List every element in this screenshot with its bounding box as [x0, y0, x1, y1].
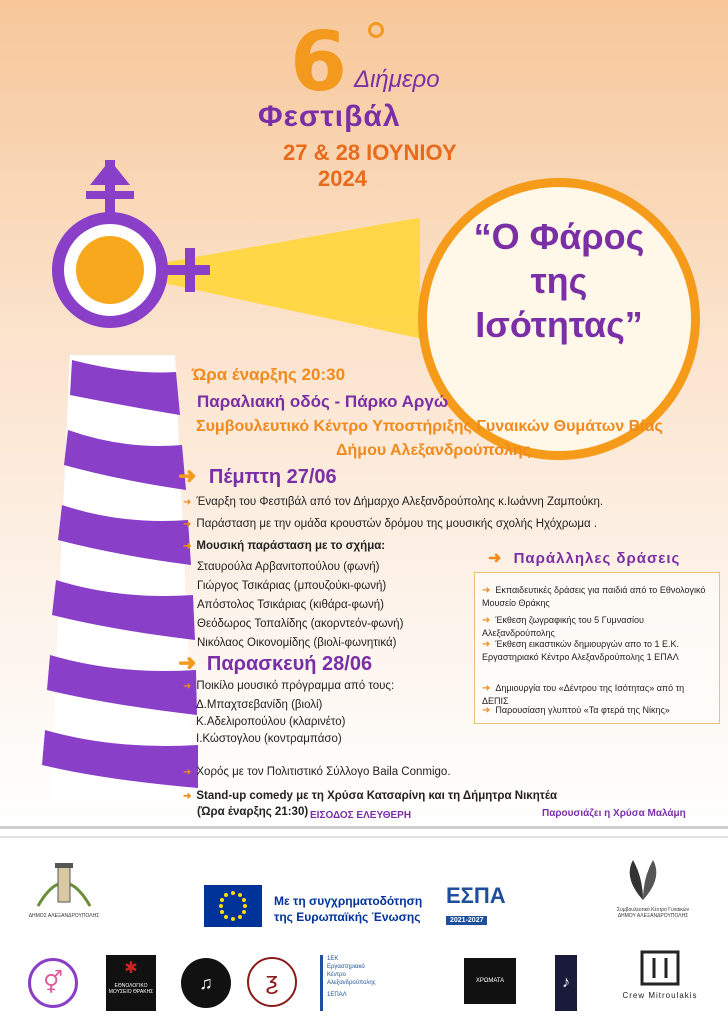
friday-comedy: ➜ Stand-up comedy με τη Χρύσα Κατσαρίνη και τη Δήμητρα Νικητέα: [183, 790, 558, 802]
espa-logo: ΕΣΠΑ 2021-2027: [446, 883, 506, 924]
crew-logo: Crew Mitroulakis: [610, 950, 710, 1010]
start-time: Ώρα έναρξης 20:30: [192, 365, 346, 384]
museum-emblem-icon: ✱: [124, 960, 138, 977]
performer: Κ.Αδελιροπούλου (κλαρινέτο): [196, 716, 346, 728]
dep-is-logo: [28, 958, 78, 1008]
thursday-heading: [178, 463, 337, 489]
epal-logo: 1ΕΚ Εργαστηριακό Κέντρο Αλεξανδρούπολης 1ΕΠΑΛ: [320, 955, 403, 1011]
lighthouse-tower: [42, 355, 198, 800]
school-emblem-icon: ƺ: [265, 968, 279, 995]
presenter: Παρουσιάζει η Χρύσα Μαλάμη: [542, 808, 686, 819]
music-school-logo: [555, 955, 577, 1011]
parallel-item: ➜ Παρουσίαση γλυπτού «Τα φτερά της Νίκης»: [482, 705, 670, 716]
ethnological-museum-logo: ✱ ΕΘΝΟΛΟΓΙΚΟ ΜΟΥΣΕΙΟ ΘΡΑΚΗΣ: [106, 955, 156, 1011]
parallel-item: ➜ Έκθεση ζωγραφικής του 5 Γυμνασίου Αλεξανδρούπολης: [482, 615, 644, 638]
school-logo: [247, 957, 297, 1007]
thursday-music-title: ➜ Μουσική παράσταση με το σχήμα:: [183, 540, 386, 552]
theme-title-line2: της: [530, 260, 588, 301]
edition-number: 6: [290, 15, 348, 110]
music-note-icon: ♪: [562, 974, 570, 991]
performer: Ι.Κώστογλου (κοντραμπάσο): [196, 733, 342, 745]
municipality-crest-icon: [28, 858, 100, 908]
festival-title: Φεστιβάλ: [258, 100, 401, 133]
wings-icon: [618, 858, 668, 902]
musician: Γιώργος Τσικάριας (μπουζούκι-φωνή): [197, 580, 387, 592]
friday-performers: [196, 697, 345, 748]
musician: Θεόδωρος Τοπαλίδης (ακορντεόν-φωνή): [197, 618, 404, 630]
arrow-bullet-icon: ➜: [183, 791, 192, 802]
free-entry: ΕΙΣΟΔΟΣ ΕΛΕΥΘΕΡΗ: [310, 810, 412, 821]
musician: Σταυρούλα Αρβανιτοπούλου (φωνή): [197, 561, 380, 573]
parallel-item: ➜ Εκπαιδευτικές δράσεις για παιδιά από το Εθνολογικό Μουσείο Θράκης: [482, 585, 706, 608]
thursday-item-1: ➜ Έναρξη του Φεστιβάλ από τον Δήμαρχο Αλεξανδρούπολης κ.Ιωάννη Ζαμπούκη.: [183, 496, 604, 508]
eu-flag: [204, 885, 262, 927]
thursday-heading-text: Πέμπτη 27/06: [208, 466, 337, 488]
degree-sign: [368, 22, 384, 38]
arrow-bullet-icon: ➜: [183, 519, 192, 530]
musician: Απόστολος Τσικάριας (κιθάρα-φωνή): [197, 599, 384, 611]
arrow-bullet-icon: ➜: [482, 683, 491, 694]
friday-comedy-time: (Ώρα έναρξης 21:30): [197, 806, 309, 818]
arrow-bullet-icon: ➜: [183, 497, 192, 508]
counseling-center-logo: Συμβουλευτικό Κέντρο Γυναικών ΔΗΜΟΥ ΑΛΕΞΑΝΔΡΟΥΠΟΛΗΣ: [598, 858, 708, 924]
parallel-item: ➜ Δημιουργία του «Δέντρου της Ισότητας» από τη ΔΕΠΙΣ: [482, 683, 685, 706]
theme-title-line3: Ισότητας”: [475, 304, 643, 345]
friday-heading: [178, 650, 372, 676]
performer: Δ.Μπαχτσεβανίδη (βιολί): [196, 699, 323, 711]
crew-emblem-icon: [640, 950, 680, 986]
gender-equality-icon: [58, 160, 210, 322]
organizer-line2: Δήμου Αλεξανδρούπολης: [336, 442, 531, 459]
eu-cofunding: Με τη συγχρηματοδότηση της Ευρωπαϊκής Ένωσης: [274, 894, 423, 924]
arrow-bullet-icon: ➜: [183, 767, 192, 778]
arrow-right-icon: ➜: [178, 650, 197, 675]
thursday-item-2: ➜ Παράσταση με την ομάδα κρουστών δρόμου της μουσικής σχολής Ηχόχρωμα .: [183, 518, 598, 530]
theme-title-line1: “Ο Φάρος: [473, 216, 645, 257]
arrow-bullet-icon: ➜: [482, 615, 491, 626]
arrow-bullet-icon: ➜: [183, 681, 192, 692]
festival-duration: Διήμερο: [354, 66, 440, 93]
baila-conmigo-logo: [181, 958, 231, 1008]
arrow-right-icon: ➜: [178, 463, 197, 488]
festival-year: 2024: [318, 166, 367, 191]
organizer-line1: Συμβουλευτικό Κέντρο Υποστήριξης Γυναικών Θυμάτων Βίας: [196, 418, 663, 435]
arrow-bullet-icon: ➜: [482, 639, 491, 650]
parallel-heading: ➜ Παράλληλες δράσεις: [488, 550, 681, 567]
friday-program-intro: ➜ Ποικίλο μουσικό πρόγραμμα από τους:: [183, 680, 395, 692]
musician: Νικόλαος Οικονομίδης (βιολί-φωνητικά): [197, 637, 397, 649]
arrow-bullet-icon: ➜: [482, 585, 491, 596]
friday-heading-text: Παρασκευή 28/06: [206, 653, 373, 675]
arrow-right-icon: ➜: [488, 550, 503, 567]
location: Παραλιακή οδός - Πάρκο Αργώ: [197, 392, 449, 411]
festival-dates: 27 & 28 ΙΟΥΝΙΟΥ: [283, 140, 457, 165]
arrow-bullet-icon: ➜: [183, 541, 192, 552]
dancer-icon: ♫: [199, 973, 213, 993]
footer-divider: [0, 826, 728, 829]
eu-stars-icon: [204, 885, 262, 927]
gender-icon: ⚥: [43, 970, 63, 995]
friday-dance: ➜ Χορός με τον Πολιτιστικό Σύλλογο Baila Conmigo.: [183, 766, 451, 778]
parallel-item: ➜ Έκθεση εικαστικών δημιουργών απο το 1 Ε.Κ. Εργαστηριακό Κέντρο Αλεξανδρούπολης 1 ΕΠΑΛ: [482, 639, 680, 662]
footer-divider: [0, 836, 728, 838]
municipality-logo: ΔΗΜΟΣ ΑΛΕΞΑΝΔΡΟΥΠΟΛΗΣ: [28, 858, 100, 920]
arrow-bullet-icon: ➜: [482, 705, 491, 716]
musicians-list: [197, 558, 403, 653]
theme-title: [418, 215, 700, 347]
xrwmata-logo: ΧΡΩΜΑΤΑ: [464, 958, 516, 1004]
